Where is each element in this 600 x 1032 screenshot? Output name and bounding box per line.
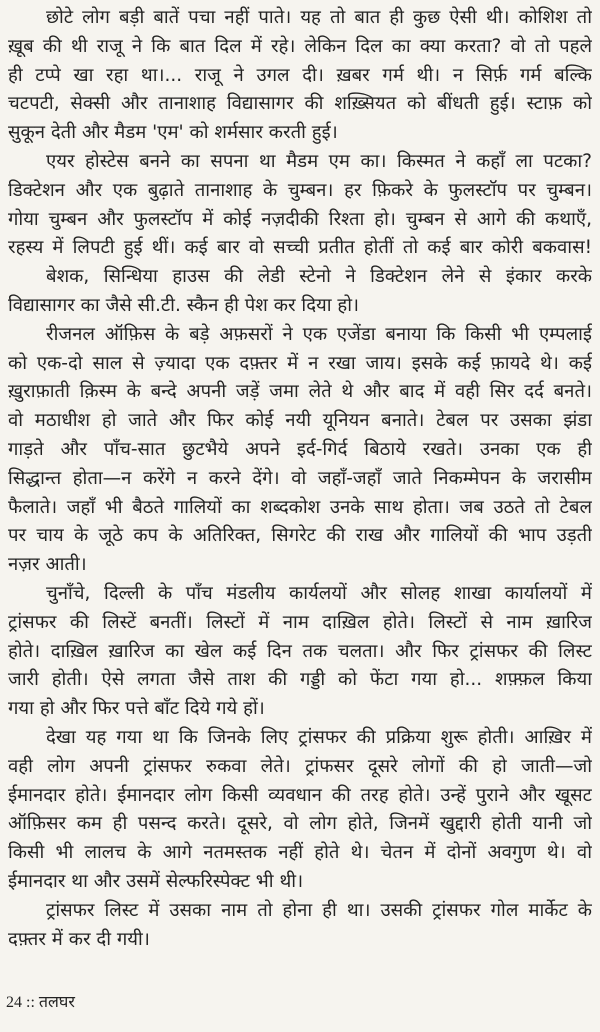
text-line: जारी होती। ऐसे लगता जैसे ताश की गड्डी को फेंटा गया हो... शफ़्फ़ल किया — [8, 669, 592, 691]
text-line: होते। दाख़िल ख़ारिज का खेल कई दिन तक चलता। और फिर ट्रांसफर की लिस्ट — [8, 640, 592, 662]
text-line: रीजनल ऑफ़िस के बड़े अफ़सरों ने एक एजेंडा बनाया कि किसी भी एम्पलाई — [46, 323, 592, 345]
text-line: रहस्य में लिपटी हुई थीं। कई बार वो सच्ची प्रतीत होतीं तो कई बार कोरी बकवास! — [8, 237, 592, 259]
text-line: एयर होस्टेस बनने का सपना था मैडम एम का। किस्मत ने कहाँ ला पटका? — [46, 150, 592, 172]
text-line: वो मठाधीश हो जाते और फिर कोई नयी यूनियन बनाते। टेबल पर उसका झंडा — [8, 410, 592, 432]
text-line: किसी भी लालच के आगे नतमस्तक नहीं होते थे। चेतन में दोनों अवगुण थे। वो — [8, 842, 592, 864]
text-line: बेशक, सिन्धिया हाउस की लेडी स्टेनो ने डिक्टेशन लेने से इंकार करके — [46, 266, 592, 288]
page-footer: 24 :: तलघर — [6, 994, 75, 1011]
text-line: सुकून देती और मैडम 'एम' को शर्मसार करती हुई। — [8, 122, 338, 144]
text-line: विद्यासागर का जैसे सी.टी. स्कैन ही पेश कर दिया हो। — [8, 294, 360, 316]
text-line: ही टप्पे खा रहा था।... राजू ने उगल दी। ख़बर गर्म थी। न सिर्फ़ गर्म बल्कि — [8, 64, 592, 86]
text-line: फैलाते। जहाँ भी बैठते गालियों का शब्दकोश उनके साथ होता। जब उठते तो टेबल — [8, 496, 592, 518]
text-line: ऑफ़िसर कम ही पसन्द करते। दूसरे, वो लोग होते, जिनमें खुद्दारी होती यानी जो — [8, 813, 592, 835]
text-line: गया हो और फिर पत्ते बाँट दिये गये हों। — [8, 698, 265, 720]
text-line: ईमानदार होते। ईमानदार लोग किसी व्यवधान की तरह होते। उन्हें पुराने और खूसट — [8, 784, 592, 806]
text-line: ख़ुराफ़ाती क़िस्म के बन्दे अपनी जड़ें जमा लेते थे और बाद में वही सिर दर्द बनते। — [8, 381, 592, 403]
text-line: ख़ूब की थी राजू ने कि बात दिल में रहे। लेकिन दिल का क्या करता? वो तो पहले — [8, 35, 592, 57]
text-line: डिक्टेशन और एक बुढ़ाते तानाशाह के चुम्बन। हर फ़िकरे के फुलस्टॉप पर चुम्बन। — [8, 179, 592, 201]
text-line: छोटे लोग बड़ी बातें पचा नहीं पाते। यह तो बात ही कुछ ऐसी थी। कोशिश तो — [46, 7, 592, 28]
text-line: ईमानदार था और उसमें सेल्फरिस्पेक्ट भी थी। — [8, 870, 304, 892]
text-line: को एक-दो साल से ज़्यादा एक दफ़्तर में न रखा जाय। इसके कई फ़ायदे थे। कई — [8, 352, 592, 374]
text-line: पर चाय के जूठे कप के अतिरिक्त, सिगरेट की राख और गालियों की भाप उड़ती — [8, 525, 592, 547]
text-line: नज़र आती। — [8, 554, 87, 576]
text-line: देखा यह गया था कि जिनके लिए ट्रांसफर की प्रक्रिया शुरू होती। आख़िर में — [46, 726, 592, 748]
text-line: गोया चुम्बन और फुलस्टॉप में कोई नज़दीकी रिश्ता हो। चुम्बन से आगे की कथाएँ, — [8, 208, 592, 230]
text-line: ट्रांसफर की लिस्टें बनतीं। लिस्टों में नाम दाख़िल होते। लिस्टों से नाम ख़ारिज — [8, 611, 592, 633]
text-line: चटपटी, सेक्सी और तानाशाह विद्यासागर की शख़्सियत को बींधती हुई। स्टाफ़ को — [8, 93, 592, 115]
text-line: दफ़्तर में कर दी गयी। — [8, 928, 150, 950]
text-line: वही लोग अपनी ट्रांसफर रुकवा लेते। ट्रांफसर दूसरे लोगों की हो जाती—जो — [8, 755, 592, 777]
text-line: चुनाँचे, दिल्ली के पाँच मंडलीय कार्यलयों और सोलह शाखा कार्यालयों में — [46, 582, 592, 604]
text-line: गाड़ते और पाँच-सात छुटभैये अपने इर्द-गिर्द बिठाये रखते। उनका एक ही — [8, 438, 592, 460]
text-line: ट्रांसफर लिस्ट में उसका नाम तो होना ही था। उसकी ट्रांसफर गोल मार्केट के — [46, 899, 592, 921]
book-page-body — [8, 4, 592, 954]
text-line: सिद्धान्त होता—न करेंगे न करने देंगे। वो जहाँ-जहाँ जाते निकम्मेपन के जरासीम — [8, 467, 592, 489]
